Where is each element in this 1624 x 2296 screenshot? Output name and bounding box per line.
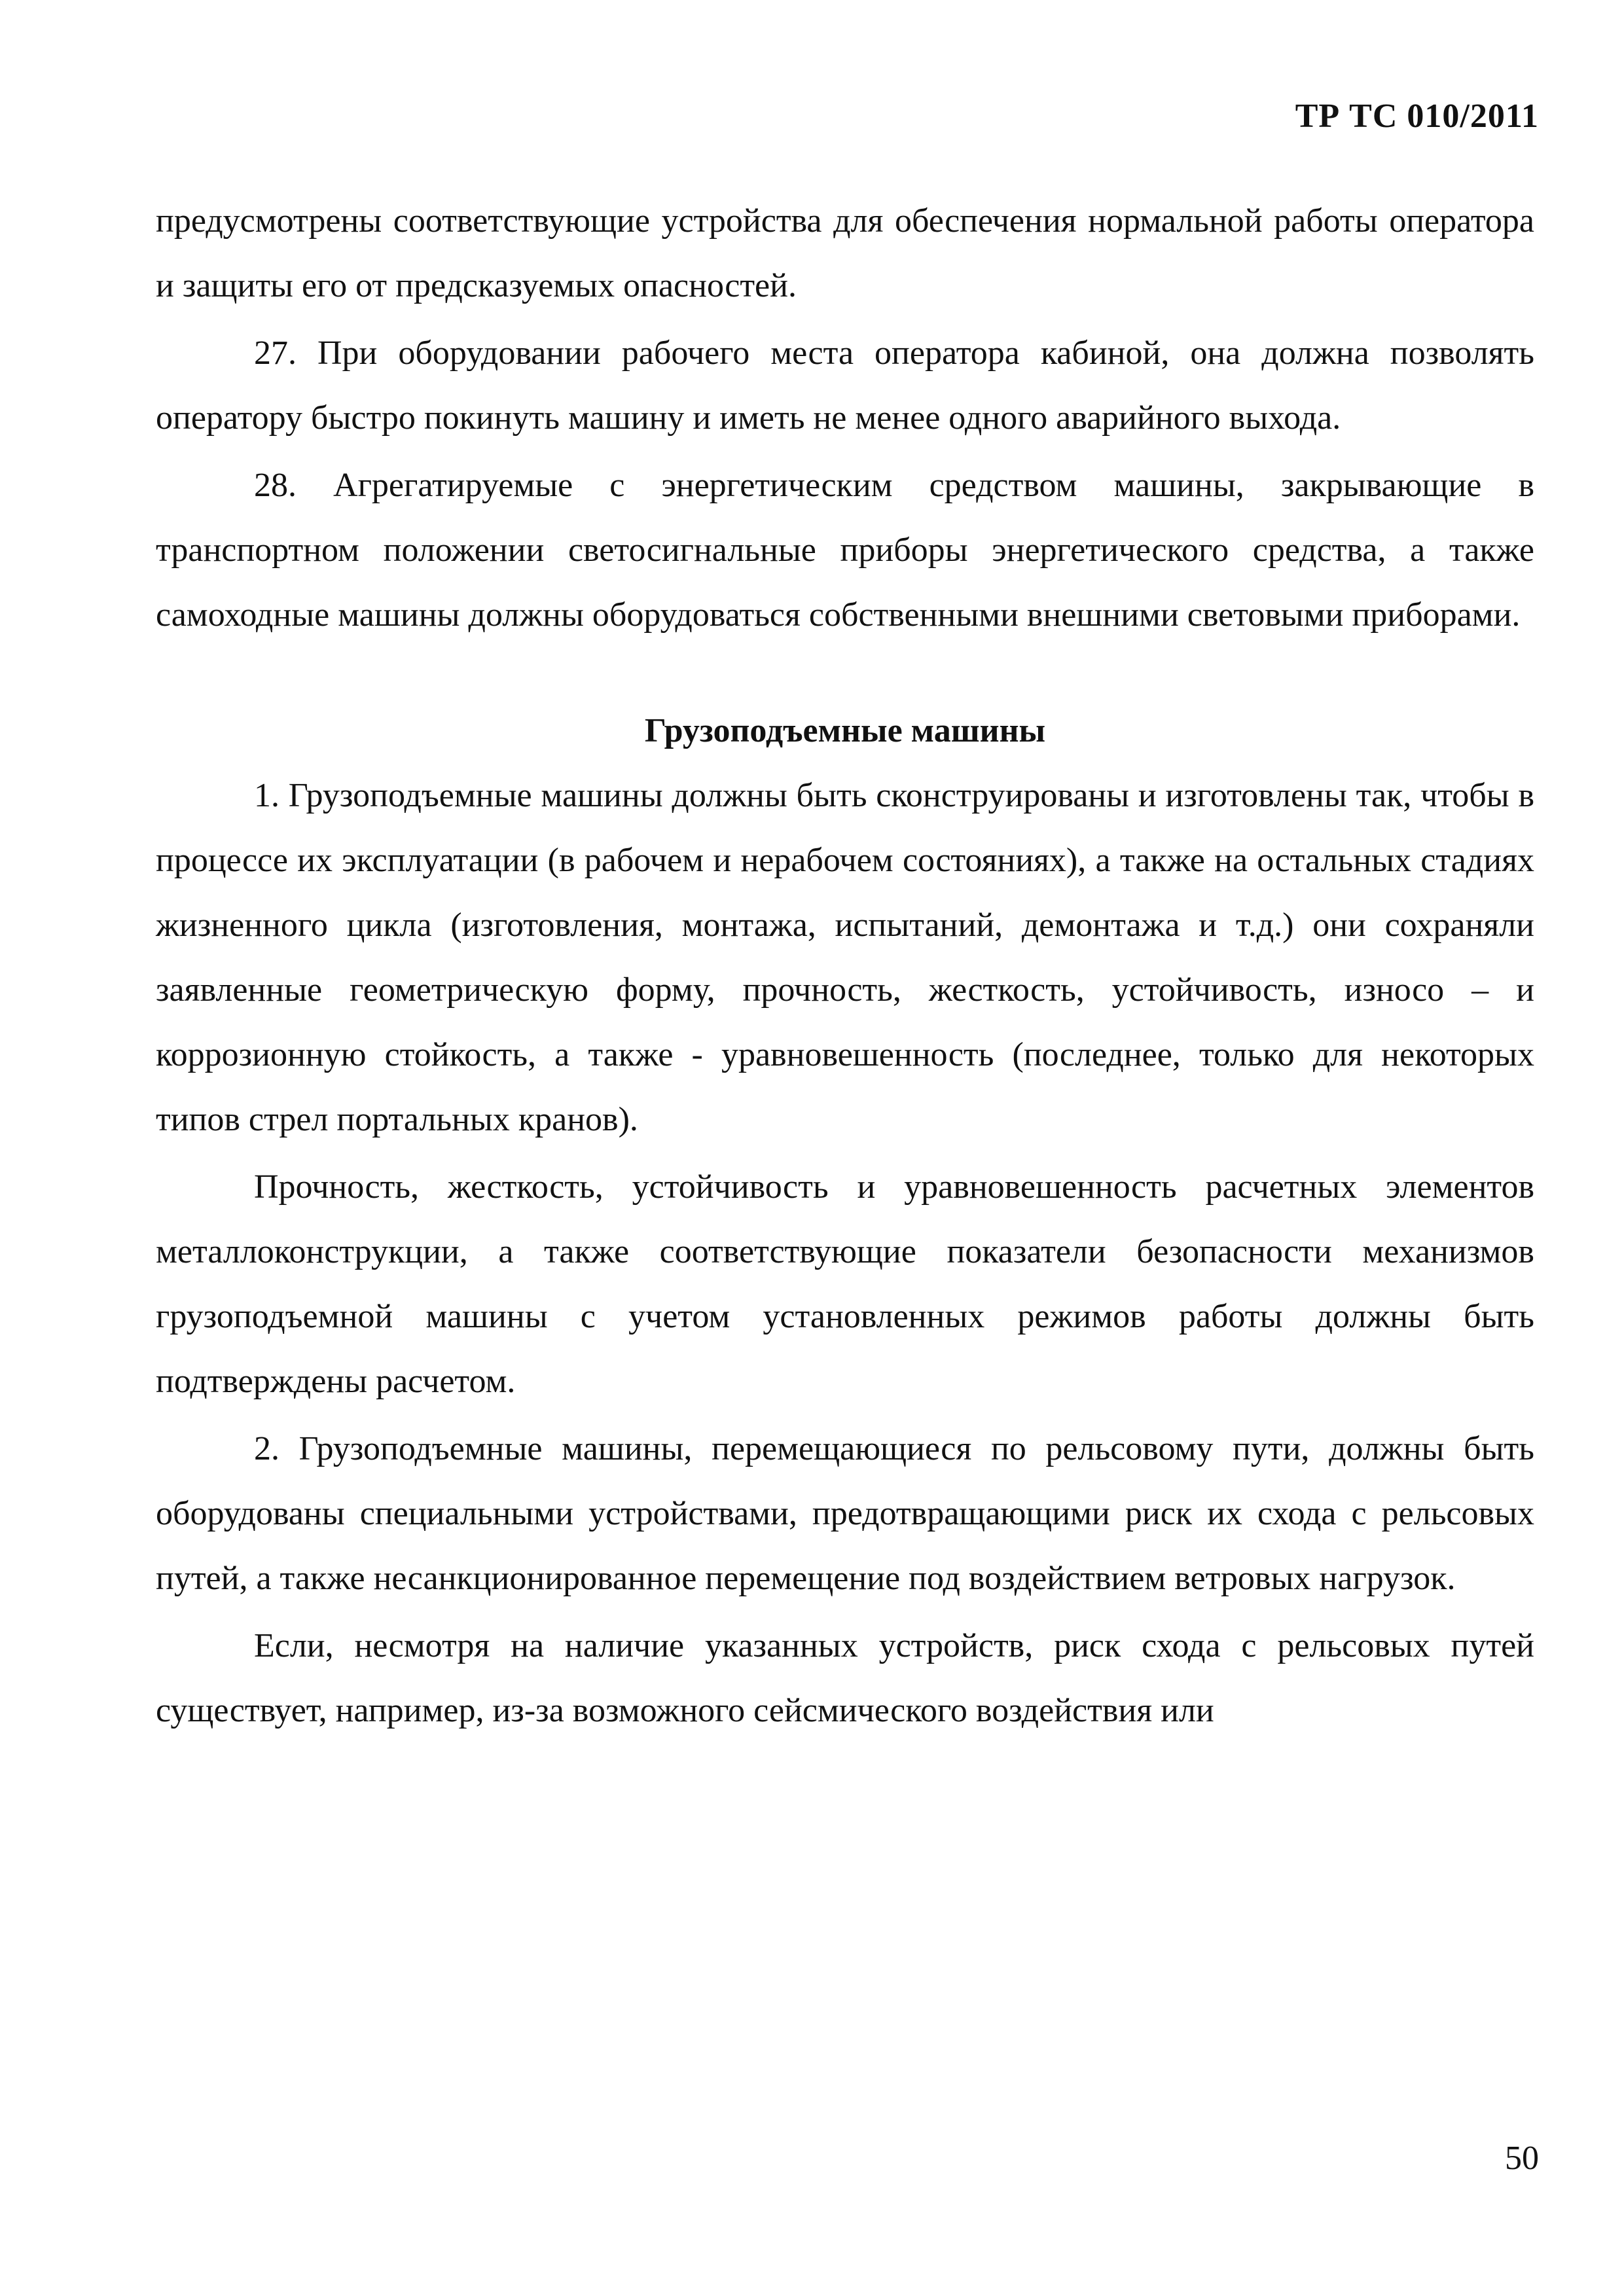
paragraph-item-2: 2. Грузоподъемные машины, перемещающиеся по рельсовому пути, должны быть оборудованы специальными устройствами, предотвращающими риск их схода с рельсовых путей, а также несанкционированное перемещение под воздействием ветровых нагрузок. xyxy=(156,1430,1534,1597)
document-code-header: ТР ТС 010/2011 xyxy=(1295,98,1539,135)
paragraph-item-28: 28. Агрегатируемые с энергетическим средством машины, закрывающие в транспортном положении светосигнальные приборы энергетического средства, а также самоходные машины должны оборудоваться собственными внешними световыми приборами. xyxy=(156,467,1534,634)
page-number: 50 xyxy=(1505,2140,1539,2177)
paragraph-strength-requirements: Прочность, жесткость, устойчивость и уравновешенность расчетных элементов металлоконструкции, а также соответствующие показатели безопасности механизмов грузоподъемной машины с учетом установленных режимов работы должны быть подтверждены расчетом. xyxy=(156,1168,1534,1400)
paragraph-derailment-risk: Если, несмотря на наличие указанных устройств, риск схода с рельсовых путей существует, например, из-за возможного сейсмического воздействия или xyxy=(156,1627,1534,1729)
paragraph-item-27: 27. При оборудовании рабочего места оператора кабиной, она должна позволять оператору быстро покинуть машину и иметь не менее одного аварийного выхода. xyxy=(156,334,1534,437)
paragraph-item-1: 1. Грузоподъемные машины должны быть сконструированы и изготовлены так, чтобы в процессе их эксплуатации (в рабочем и нерабочем состояниях), а также на остальных стадиях жизненного цикла (изготовления, монтажа, испытаний, демонтажа и т.д.) они сохраняли заявленные геометрическую форму, прочность, жесткость, устойчивость, износо – и коррозионную стойкость, а также - уравновешенность (последнее, только для некоторых типов стрел портальных кранов). xyxy=(156,777,1534,1138)
section-heading: Грузоподъемные машины xyxy=(644,712,1046,749)
document-body xyxy=(156,188,1534,1743)
paragraph-continuation: предусмотрены соответствующие устройства для обеспечения нормальной работы оператора и защиты его от предсказуемых опасностей. xyxy=(156,202,1534,304)
